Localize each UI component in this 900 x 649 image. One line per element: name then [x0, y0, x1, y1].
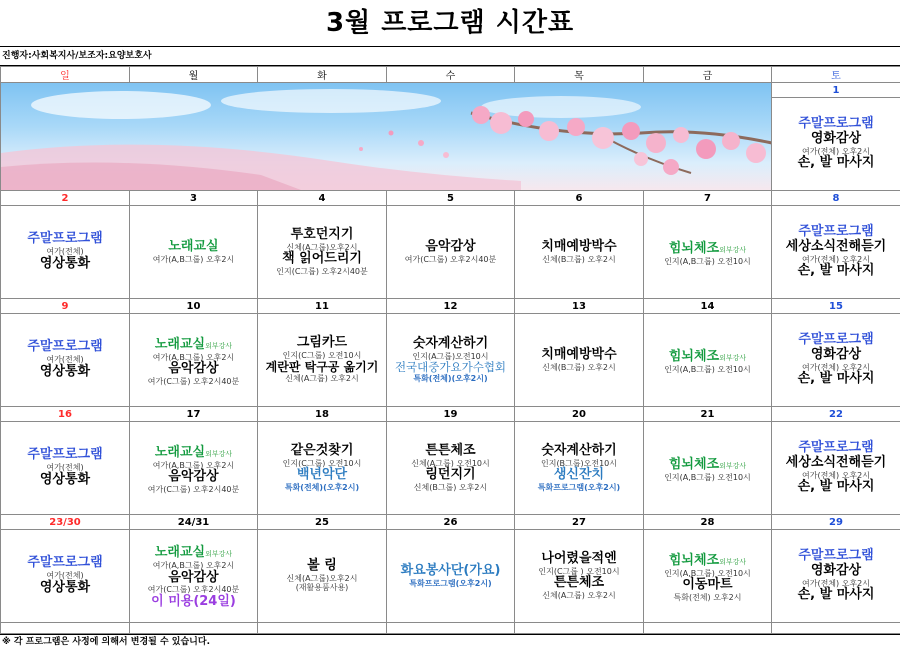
program-title: 화요봉사단(가요) [401, 564, 501, 579]
program-detail: 특화(전체)(오후2시) [413, 374, 487, 383]
date-wed: 12 [387, 299, 515, 314]
weekday-tue: 화 [258, 67, 387, 83]
program-title: 음악감상 [168, 470, 218, 485]
program-detail: 여가(A,B그룹) 오후2시 [153, 561, 234, 570]
program-title: 나어렸을적엔 [541, 552, 616, 567]
program-detail: 여가(A,B그룹) 오후2시 [153, 353, 234, 362]
external-instructor-tag: 외부강사 [205, 450, 232, 458]
cell-mon [130, 530, 258, 623]
program-title: 링던지기 [425, 468, 475, 483]
program-detail: 여가(C그룹) 오후2시40분 [405, 255, 496, 264]
cell-tue [258, 206, 387, 299]
cell-fri [644, 530, 772, 623]
program-title: 손, 발 마사지 [798, 264, 875, 279]
program-title: 영화감상 [811, 348, 861, 363]
program-title: 손, 발 마사지 [798, 588, 875, 603]
weekday-sat: 토 [772, 67, 900, 83]
external-instructor-tag: 외부강사 [719, 354, 746, 362]
external-instructor-tag: 외부강사 [719, 558, 746, 566]
date-mon: 24/31 [130, 515, 258, 530]
program-detail: 여가(C그룹) 오후2시40분 [148, 377, 239, 386]
program-title: 음악감상 [168, 362, 218, 377]
date-sun: 23/30 [1, 515, 130, 530]
program-title: 힘뇌체조 [669, 457, 719, 472]
program-detail: 신체(A그룹)오후2시 [287, 243, 358, 252]
program-detail: 특화프로그램(오후2시) [409, 579, 491, 588]
footnote: ※ 각 프로그램은 사정에 의해서 변경될 수 있습니다. [0, 634, 900, 649]
date-row [1, 191, 900, 206]
date-sat: 8 [772, 191, 900, 206]
date-thu: 6 [515, 191, 644, 206]
date-wed: 19 [387, 407, 515, 422]
program-title: 주말프로그램 [27, 340, 102, 355]
program-detail: 여가(전체) 오후2시 [802, 471, 870, 480]
cell-tue [258, 530, 387, 623]
program-title: 백년악단 [297, 468, 347, 483]
date-tue: 25 [258, 515, 387, 530]
program-title: 이동마트 [682, 578, 732, 593]
program-detail: 인지(C그룹) 오후2시40분 [276, 267, 367, 276]
program-title: 노래교실 [155, 545, 205, 560]
program-detail: 인지(A,B그룹) 오전10시 [664, 473, 751, 482]
program-title: 전국대중가요가수협회 [395, 361, 506, 374]
program-detail: 인지(C그룹) 오전10시 [283, 351, 362, 360]
weekday-wed: 수 [387, 67, 515, 83]
spacer-row [1, 623, 900, 634]
program-detail: 신체(A그룹) 오전10시 [411, 459, 490, 468]
program-title: 주말프로그램 [798, 441, 873, 456]
date-mon: 3 [130, 191, 258, 206]
program-title: 영상통화 [40, 365, 90, 380]
program-title: 노래교실 [168, 240, 218, 255]
cell-thu [515, 530, 644, 623]
date-sat: 1 [772, 83, 900, 98]
program-detail: 여가(전체) 오후2시 [802, 363, 870, 372]
date-thu: 13 [515, 299, 644, 314]
program-title: 같은것찾기 [291, 444, 354, 459]
program-detail: 인지(C그룹) 오전10시 [283, 459, 362, 468]
cell-sun [1, 530, 130, 623]
program-title: 주말프로그램 [27, 556, 102, 571]
date-tue: 4 [258, 191, 387, 206]
program-title: 세상소식전해듣기 [786, 240, 886, 255]
program-title: 계란판 탁구공 옮기기 [266, 361, 379, 375]
program-title: 주말프로그램 [27, 232, 102, 247]
program-row [1, 206, 900, 299]
cell-thu [515, 422, 644, 515]
program-title: 책 읽어드리기 [282, 252, 362, 267]
program-title: 손, 발 마사지 [798, 480, 875, 495]
program-title: 음악감상 [168, 571, 218, 586]
program-detail: 여가(전체) [46, 463, 83, 472]
program-detail: 인지(B그룹)오전10시 [541, 459, 617, 468]
cell-sat [772, 206, 900, 299]
program-detail: 여가(전체) [46, 571, 83, 580]
date-fri: 28 [644, 515, 772, 530]
program-detail: 여가(전체) 오후2시 [802, 579, 870, 588]
program-detail: (재활용품사용) [296, 583, 349, 592]
program-title: 힘뇌체조 [669, 349, 719, 364]
weekday-mon: 월 [130, 67, 258, 83]
program-detail: 신체(A그룹) 오후2시 [285, 374, 358, 383]
blossom-illustration [1, 83, 771, 190]
cell-sat [772, 422, 900, 515]
program-title: 튼튼체조 [425, 444, 475, 459]
program-title: 숫자계산하기 [413, 337, 488, 352]
cell-thu [515, 314, 644, 407]
date-row [1, 407, 900, 422]
date-fri: 14 [644, 299, 772, 314]
program-detail: 인지(A,B그룹) 오전10시 [664, 365, 751, 374]
program-detail: 신체(A그룹) 오후2시 [542, 591, 615, 600]
cell-thu [515, 206, 644, 299]
banner-cell [1, 83, 772, 191]
program-detail: 여가(전체) [46, 355, 83, 364]
program-title: 세상소식전해듣기 [786, 456, 886, 471]
program-detail: 여가(A,B그룹) 오후2시 [153, 255, 234, 264]
date-thu: 20 [515, 407, 644, 422]
cell-fri [644, 422, 772, 515]
date-row [1, 83, 900, 98]
external-instructor-tag: 외부강사 [719, 246, 746, 254]
date-wed: 26 [387, 515, 515, 530]
cell-sat-week1 [772, 98, 900, 191]
date-wed: 5 [387, 191, 515, 206]
cell-tue [258, 314, 387, 407]
weekday-header-row [1, 67, 900, 83]
date-tue: 11 [258, 299, 387, 314]
program-title: 생신잔치 [554, 468, 604, 483]
cell-tue [258, 422, 387, 515]
program-title: 주말프로그램 [27, 448, 102, 463]
program-detail: 신체(B그룹) 오후2시 [542, 255, 615, 264]
program-detail: 인지(C그룹 ) 오전10시 [538, 567, 619, 576]
program-title: 그림카드 [297, 336, 347, 351]
cell-fri [644, 206, 772, 299]
weekday-sun: 일 [1, 67, 130, 83]
program-title: 튼튼체조 [554, 576, 604, 591]
program-detail: 인지(A,B그룹) 오전10시 [664, 257, 751, 266]
program-title: 손, 발 마사지 [798, 372, 875, 387]
program-detail: 특화(전체) 오후2시 [674, 593, 742, 602]
date-row [1, 299, 900, 314]
cell-sun [1, 206, 130, 299]
program-title: 볼 링 [307, 559, 337, 574]
date-sat: 15 [772, 299, 900, 314]
date-sun: 2 [1, 191, 130, 206]
cell-wed [387, 530, 515, 623]
program-title: 숫자계산하기 [541, 444, 616, 459]
date-thu: 27 [515, 515, 644, 530]
cell-wed [387, 422, 515, 515]
program-title: 영상통화 [40, 473, 90, 488]
program-row [1, 530, 900, 623]
cherry-blossom-banner [1, 83, 771, 190]
program-title: 주말프로그램 [798, 549, 873, 564]
weekday-thu: 목 [515, 67, 644, 83]
program-detail: 여가(C그룹) 오후2시40분 [148, 585, 239, 594]
staff-info: 진행자:사회복지사/보조자:요양보호사 [0, 46, 900, 66]
date-sun: 16 [1, 407, 130, 422]
program-detail: 여가(전체) 오후2시 [802, 255, 870, 264]
date-tue: 18 [258, 407, 387, 422]
program-title: 치매예방박수 [541, 348, 616, 363]
program-title: 음악감상 [425, 240, 475, 255]
weekday-fri: 금 [644, 67, 772, 83]
date-sun: 9 [1, 299, 130, 314]
date-fri: 7 [644, 191, 772, 206]
program-detail: 인지(A그룹)오전10시 [413, 352, 489, 361]
program-title: 이 미용(24일) [151, 595, 236, 610]
program-title: 치매예방박수 [541, 240, 616, 255]
program-detail: 여가(전체) 오후2시 [802, 147, 870, 156]
program-title: 손, 발 마사지 [798, 156, 875, 171]
program-title: 투호던지기 [291, 228, 354, 243]
date-mon: 17 [130, 407, 258, 422]
cell-sat [772, 314, 900, 407]
cell-wed [387, 206, 515, 299]
program-title: 노래교실 [155, 445, 205, 460]
program-detail: 신체(A그룹)오후2시 [287, 574, 358, 583]
program-row [1, 314, 900, 407]
cell-wed [387, 314, 515, 407]
program-title: 힘뇌체조 [669, 553, 719, 568]
program-title: 영화감상 [811, 132, 861, 147]
program-title: 영상통화 [40, 257, 90, 272]
program-detail: 신체(B그룹) 오후2시 [414, 483, 487, 492]
cell-sat [772, 530, 900, 623]
program-title: 주말프로그램 [798, 117, 873, 132]
date-sat: 29 [772, 515, 900, 530]
program-detail: 특화프로그램(오후2시) [538, 483, 620, 492]
external-instructor-tag: 외부강사 [719, 462, 746, 470]
cell-fri [644, 314, 772, 407]
program-detail: 여가(A,B그룹) 오후2시 [153, 461, 234, 470]
date-sat: 22 [772, 407, 900, 422]
program-title: 힘뇌체조 [669, 241, 719, 256]
program-title: 노래교실 [155, 337, 205, 352]
program-detail: 여가(전체) [46, 247, 83, 256]
cell-sun [1, 422, 130, 515]
cell-sun [1, 314, 130, 407]
program-detail: 여가(C그룹) 오후2시40분 [148, 485, 239, 494]
program-detail: 특화(전체)(오후2시) [285, 483, 359, 492]
program-title: 영화감상 [811, 564, 861, 579]
program-title: 주말프로그램 [798, 333, 873, 348]
external-instructor-tag: 외부강사 [205, 342, 232, 350]
program-title: 영상통화 [40, 581, 90, 596]
external-instructor-tag: 외부강사 [205, 550, 232, 558]
cell-mon [130, 422, 258, 515]
calendar-table [0, 66, 900, 634]
date-fri: 21 [644, 407, 772, 422]
page-title: 3월 프로그램 시간표 [0, 0, 900, 46]
program-title: 주말프로그램 [798, 225, 873, 240]
cell-mon [130, 206, 258, 299]
program-detail: 인지(A,B그룹) 오전10시 [664, 569, 751, 578]
program-row [1, 422, 900, 515]
program-detail: 신체(B그룹) 오후2시 [542, 363, 615, 372]
date-mon: 10 [130, 299, 258, 314]
cell-mon [130, 314, 258, 407]
date-row [1, 515, 900, 530]
